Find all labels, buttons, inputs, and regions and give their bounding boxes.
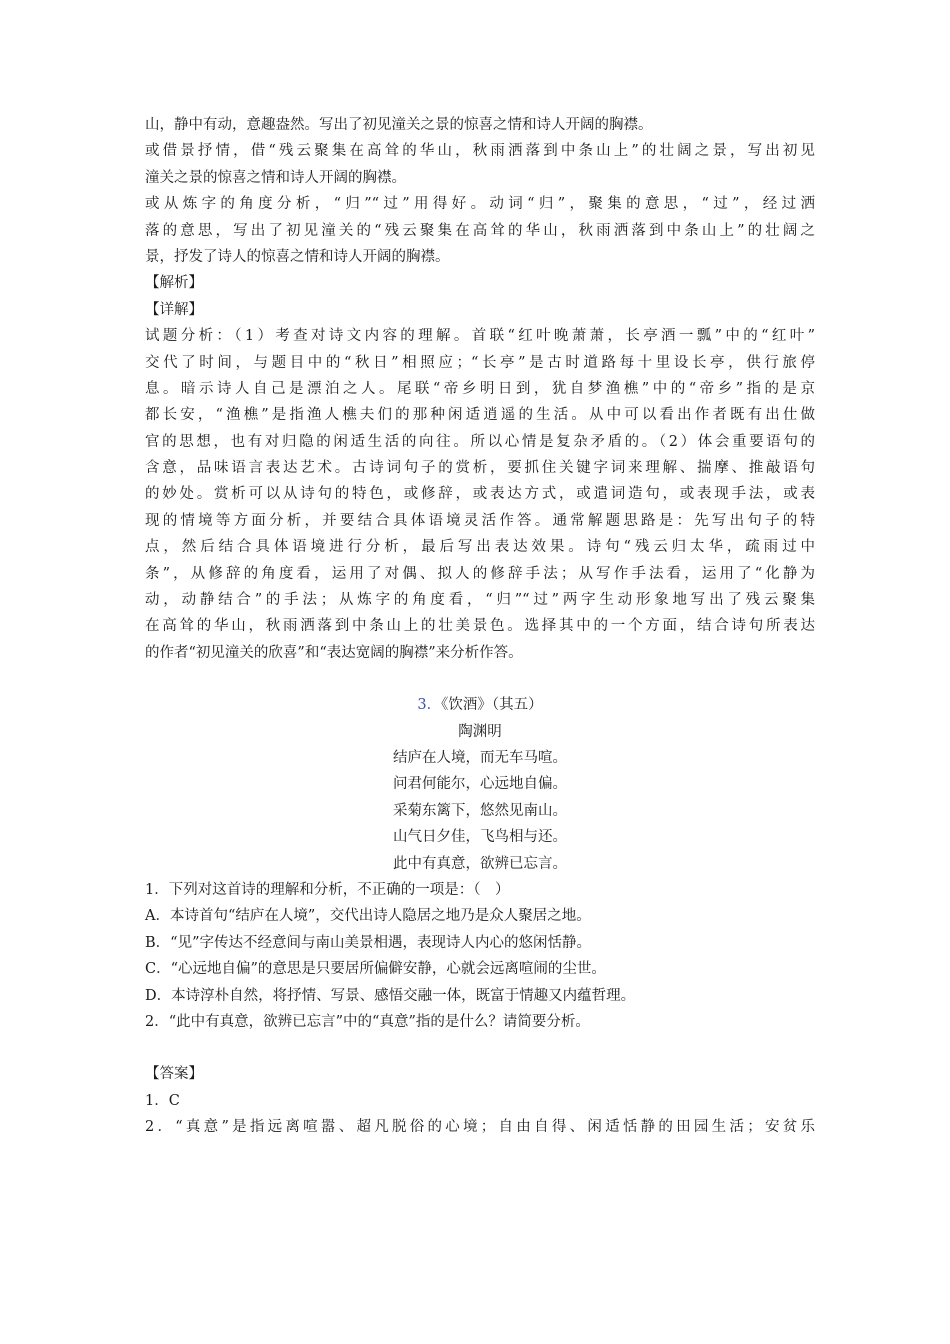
text-line: 的作者“初见潼关的欣喜”和“表达宽阔的胸襟”来分析作答。: [145, 644, 523, 661]
text-line: 落的意思，写出了初见潼关的“残云聚集在高耸的华山，秋雨洒落到中条山上”的壮阔之: [145, 222, 815, 239]
poem-line: 此中有真意，欲辨已忘言。: [393, 855, 567, 872]
analysis-paragraph: [145, 323, 815, 666]
option-a: A．本诗首句“结庐在人境”，交代出诗人隐居之地乃是众人聚居之地。: [145, 908, 591, 925]
text-line: 息。暗示诗人自己是漂泊之人。尾联“帝乡明日到，犹自梦渔樵”中的“帝乡”指的是京: [145, 380, 815, 397]
text-line: 的妙处。赏析可以从诗句的特色，或修辞，或表达方式，或遣词造句，或表现手法，或表: [145, 486, 815, 503]
answer-label: 【答案】: [145, 1066, 203, 1083]
text-line: 景，抒发了诗人的惊喜之情和诗人开阔的胸襟。: [145, 248, 450, 265]
poem-line: 问君何能尔，心远地自偏。: [393, 776, 567, 793]
question-2: 2．“此中有真意，欲辨已忘言”中的“真意”指的是什么？请简要分析。: [145, 1013, 590, 1030]
poem-block: [145, 692, 815, 877]
text-line: 山，静中有动，意趣盎然。写出了初见潼关之景的惊喜之情和诗人开阔的胸襟。: [145, 117, 653, 133]
jiexi-label: 【解析】: [145, 275, 203, 292]
poem-line: 结庐在人境，而无车马喧。: [393, 749, 567, 766]
text-line: 交代了时间，与题目中的“秋日”相照应；“长亭”是古时道路每十里设长亭，供行旅停: [145, 354, 815, 371]
text-line: 或借景抒情，借“残云聚集在高耸的华山，秋雨洒落到中条山上”的壮阔之景，写出初见: [145, 143, 815, 160]
poem-title: [145, 692, 815, 718]
text-line: 潼关之景的惊喜之情和诗人开阔的胸襟。: [145, 169, 406, 186]
option-b: B．“见”字传达不经意间与南山美景相遇，表现诗人内心的悠闲恬静。: [145, 934, 591, 951]
text-line: 都长安，“渔樵”是指渔人樵夫们的那种闲适逍遥的生活。从中可以看出作者既有出仕做: [145, 407, 815, 424]
question-number: 3．: [417, 697, 442, 714]
text-line: 或从炼字的角度分析，“归”“过”用得好。动词“归”，聚集的意思，“过”，经过洒: [145, 196, 815, 213]
poem-line: 采菊东篱下，悠然见南山。: [393, 802, 567, 819]
text-line: 点，然后结合具体语境进行分析，最后写出表达效果。诗句“残云归太华，疏雨过中: [145, 539, 815, 556]
text-line: 含意，品味语言表达艺术。古诗词句子的赏析，要抓住关键字词来理解、揣摩、推敲语句: [145, 460, 815, 477]
option-d: D．本诗淳朴自然，将抒情、写景、感悟交融一体，既富于情趣又内蕴哲理。: [145, 987, 636, 1004]
answer-1: 1．C: [145, 1092, 180, 1109]
questions-block: [145, 877, 815, 1035]
xiangjie-label: 【详解】: [145, 301, 203, 318]
document-page: [145, 112, 815, 1140]
answer-2: 2．“真意”是指远离喧嚣、超凡脱俗的心境；自由自得、闲适恬静的田园生活；安贫乐: [145, 1119, 815, 1136]
poem-title-text: 《饮酒》（其五）: [441, 697, 543, 714]
text-line: 官的思想，也有对归隐的闲适生活的向往。所以心情是复杂矛盾的。（2）体会重要语句的: [145, 433, 815, 450]
text-line: 在高耸的华山，秋雨洒落到中条山上的壮美景色。选择其中的一个方面，结合诗句所表达: [145, 618, 815, 635]
text-line: 现的情境等方面分析，并要结合具体语境灵活作答。通常解题思路是：先写出句子的特: [145, 512, 815, 529]
intro-paragraph: [145, 112, 815, 270]
poem-line: 山气日夕佳，飞鸟相与还。: [393, 829, 567, 846]
text-line: 动，动静结合”的手法；从炼字的角度看，“归”“过”两字生动形象地写出了残云聚集: [145, 592, 815, 609]
text-line: 条”，从修辞的角度看，运用了对偶、拟人的修辞手法；从写作手法看，运用了“化静为: [145, 565, 815, 582]
option-c: C．“心远地自偏”的意思是只要居所偏僻安静，心就会远离喧闹的尘世。: [145, 961, 606, 978]
question-1: 1．下列对这首诗的理解和分析，不正确的一项是：（ ）: [145, 881, 510, 898]
text-line: 试题分析：（1）考查对诗文内容的理解。首联“红叶晚萧萧，长亭酒一瓢”中的“红叶”: [145, 328, 815, 345]
poem-author: 陶渊明: [458, 723, 502, 740]
